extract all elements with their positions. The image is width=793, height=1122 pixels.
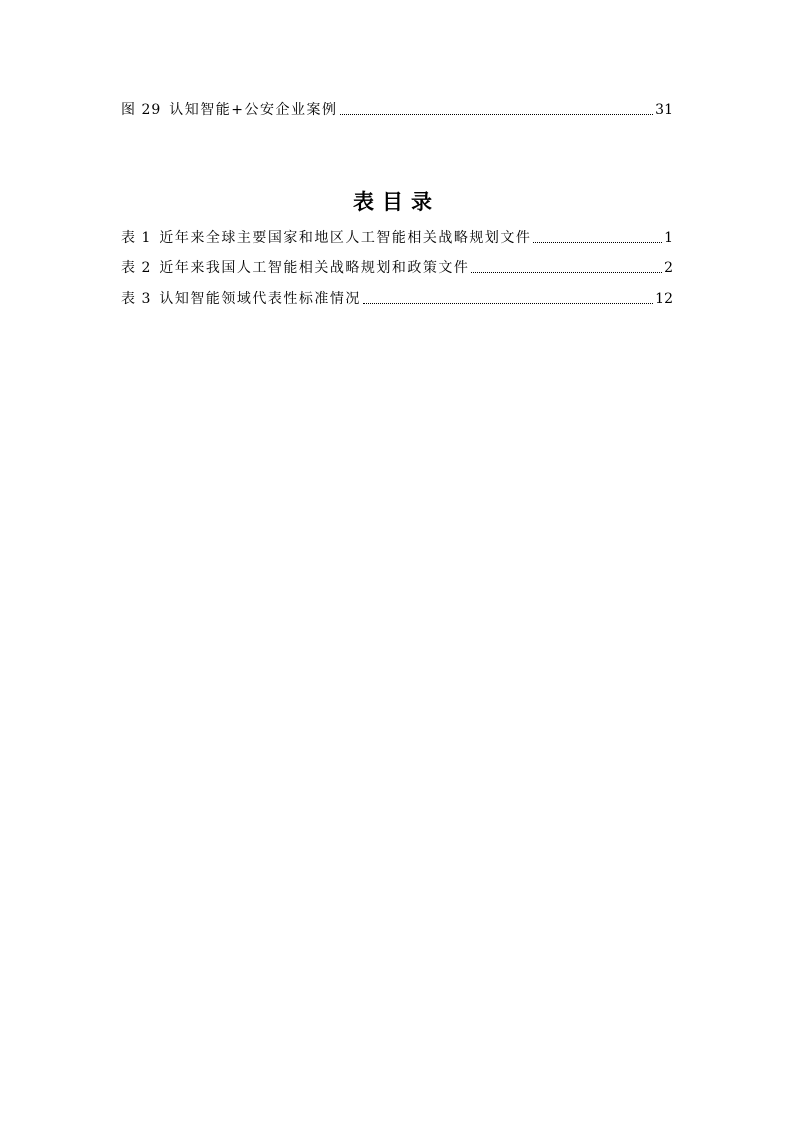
entry-page: 12 [655, 291, 673, 307]
entry-page: 2 [664, 260, 673, 276]
table-of-tables-title: 表目录 [353, 190, 440, 214]
entry-prefix: 表 2 [121, 260, 152, 276]
dot-leader [363, 302, 653, 304]
table-toc-entry[interactable] [121, 258, 673, 278]
entry-title: 认知智能+公安企业案例 [169, 102, 338, 118]
entry-title: 近年来全球主要国家和地区人工智能相关战略规划文件 [159, 230, 532, 246]
dot-leader [471, 271, 662, 273]
dot-leader [340, 113, 654, 115]
entry-prefix: 图 29 [121, 102, 162, 118]
entry-page: 31 [655, 102, 673, 118]
entry-title: 近年来我国人工智能相关战略规划和政策文件 [159, 260, 470, 276]
dot-leader [533, 241, 662, 243]
entry-prefix: 表 1 [121, 230, 152, 246]
figure-toc-entry[interactable] [121, 100, 673, 120]
entry-title: 认知智能领域代表性标准情况 [159, 291, 361, 307]
entry-page: 1 [664, 230, 673, 246]
entry-prefix: 表 3 [121, 291, 152, 307]
table-toc-entry[interactable] [121, 228, 673, 248]
table-toc-entry[interactable] [121, 289, 673, 309]
